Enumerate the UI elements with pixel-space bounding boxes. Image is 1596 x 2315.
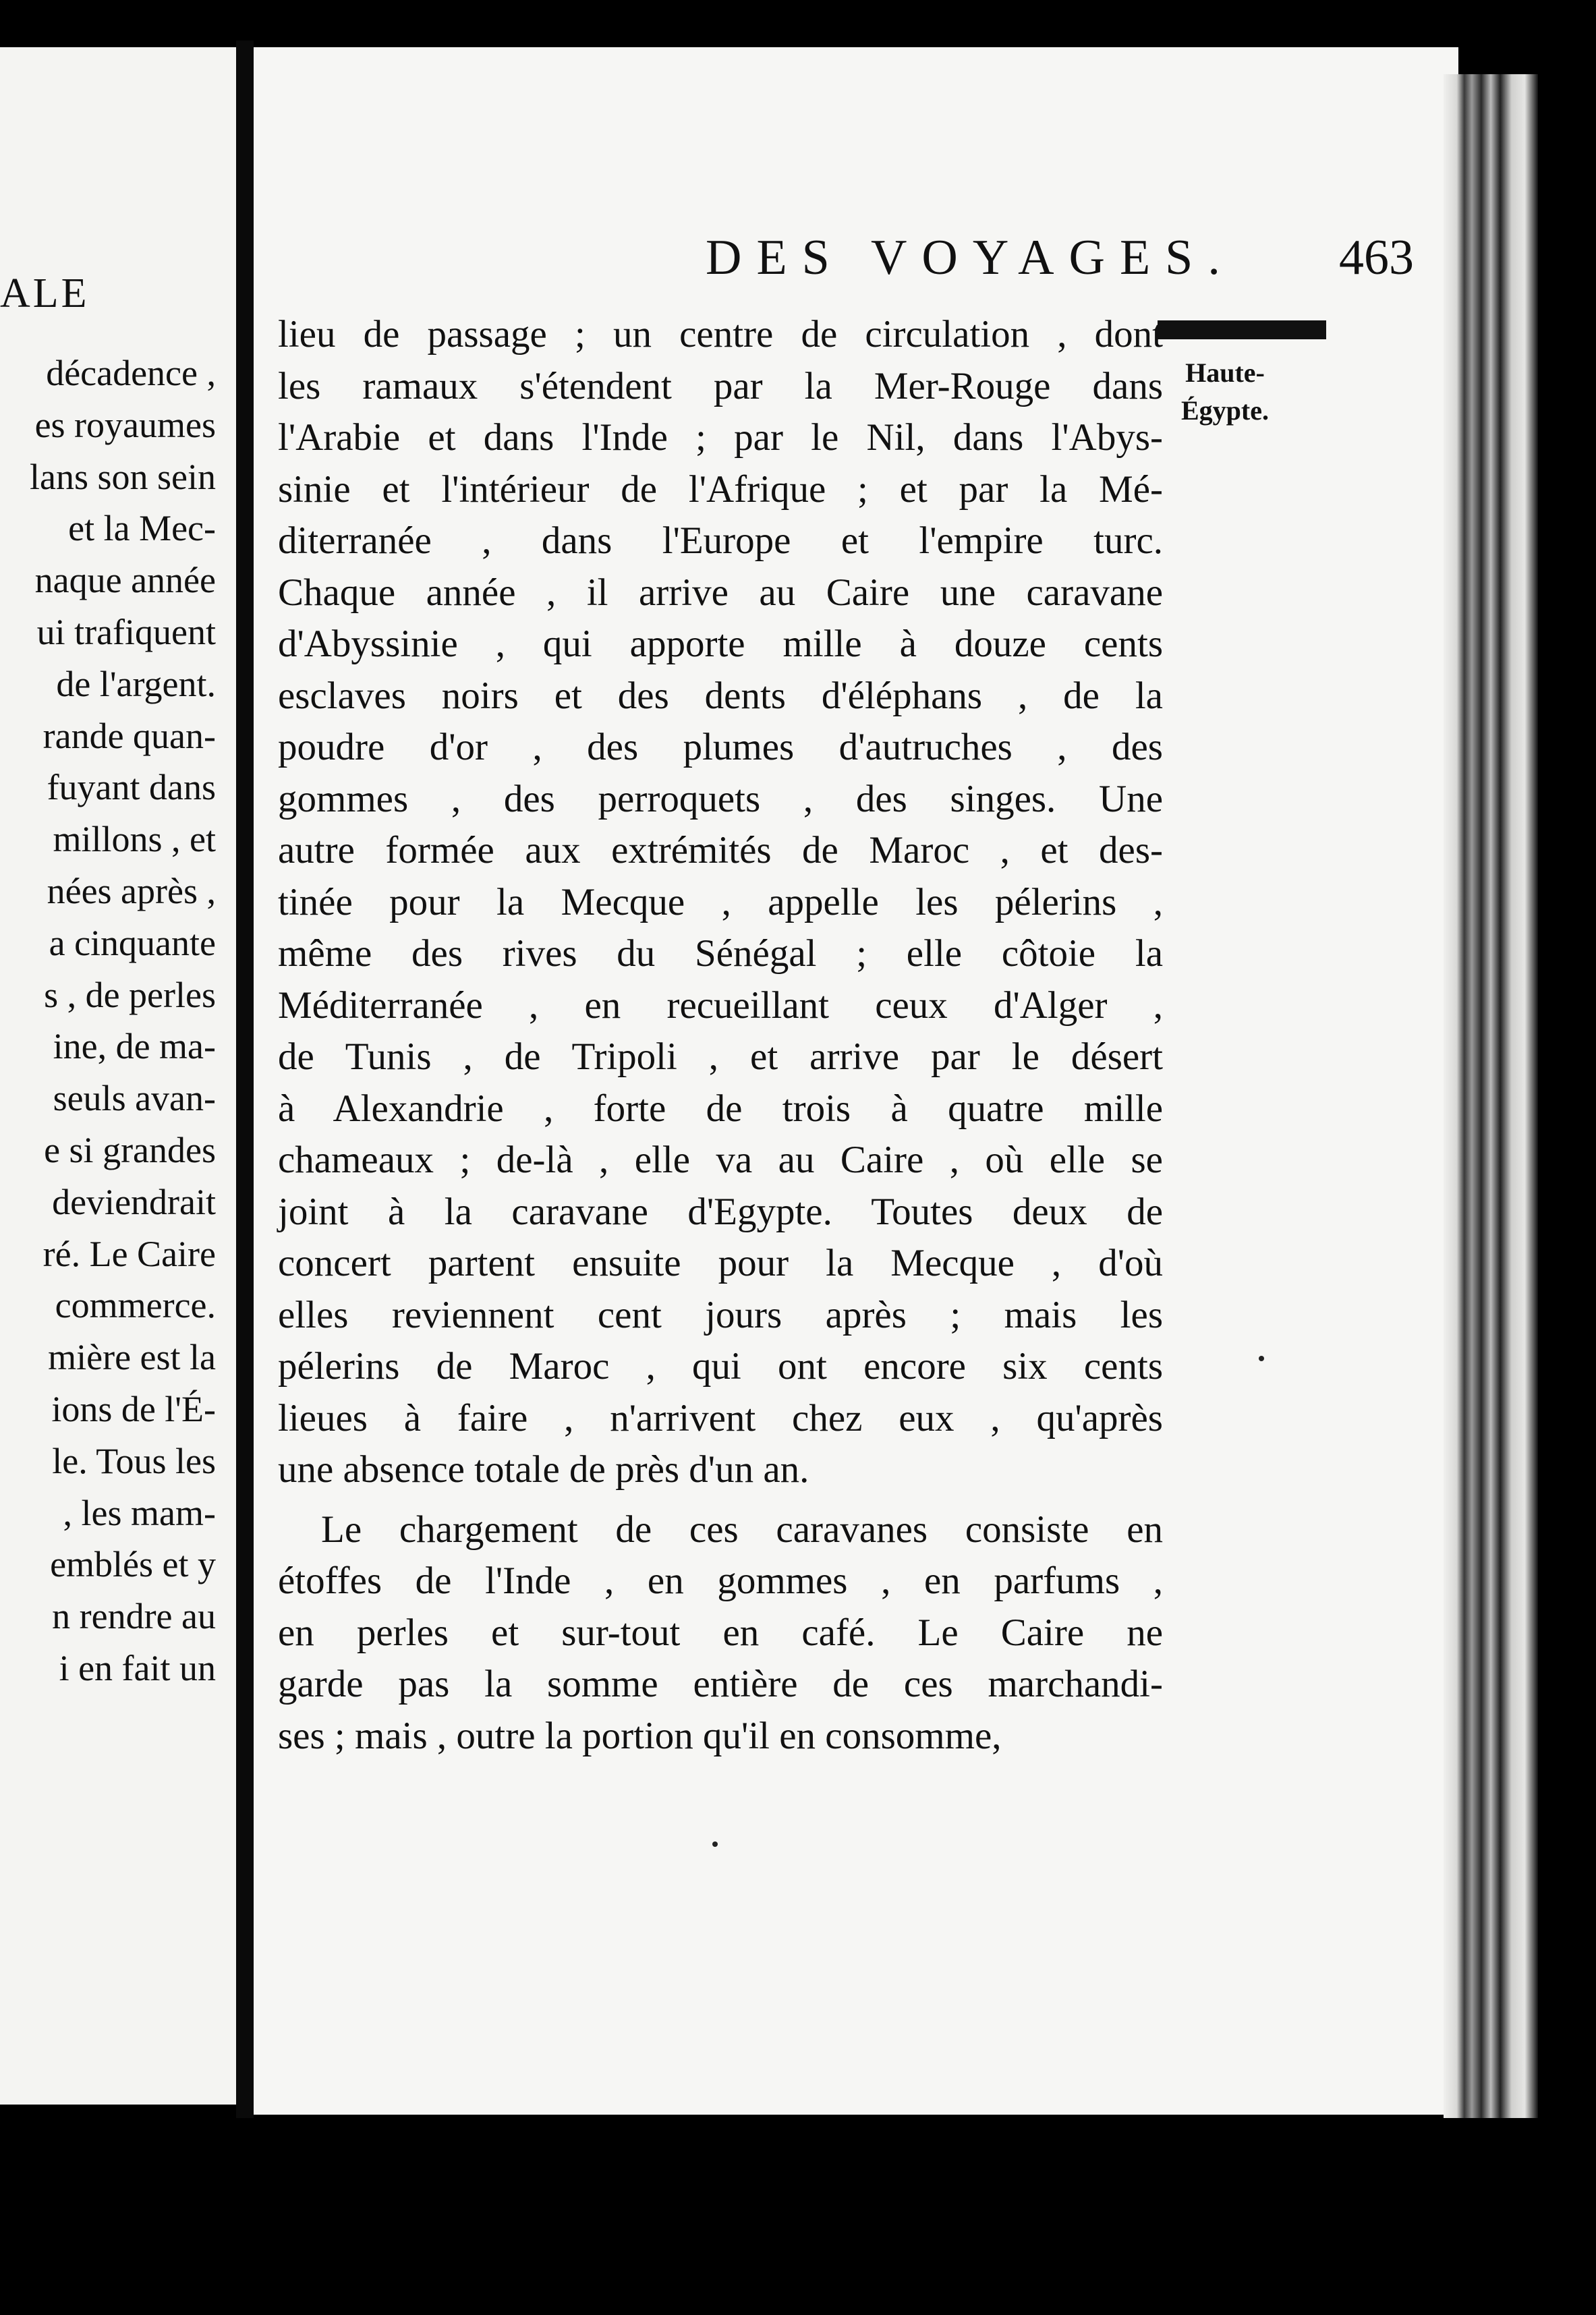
previous-page-line: et la Mec- xyxy=(68,508,216,549)
previous-page-line: commerce. xyxy=(55,1285,216,1326)
previous-page-line: , les mam- xyxy=(63,1492,216,1533)
text-line: esclaves noirs et des dents d'éléphans , de la xyxy=(278,674,1163,717)
text-line: ses ; mais , outre la portion qu'il en consomme, xyxy=(278,1714,1002,1757)
text-line: concert partent ensuite pour la Mecque , d'où xyxy=(278,1242,1163,1284)
previous-page-line: ions de l'É- xyxy=(51,1388,216,1429)
paragraph xyxy=(278,309,1163,1496)
text-line: chameaux ; de-là , elle va au Caire , où elle se xyxy=(278,1139,1163,1181)
previous-page-line: seuls avan- xyxy=(53,1078,216,1119)
previous-page-line: lans son sein xyxy=(30,456,216,497)
previous-page-line: ui trafiquent xyxy=(36,611,216,652)
page-fore-edge xyxy=(1444,74,1538,2118)
ink-speck xyxy=(1259,1356,1264,1361)
margin-rule xyxy=(1158,320,1326,339)
text-line: lieues à faire , n'arrivent chez eux , qu'après xyxy=(278,1396,1163,1439)
previous-page-line: rande quan- xyxy=(42,715,216,756)
previous-page-line: a cinquante xyxy=(49,922,216,963)
previous-page-line: e si grandes xyxy=(44,1129,216,1170)
running-head xyxy=(456,229,1414,290)
text-line: Le chargement de ces caravanes consiste en xyxy=(321,1508,1163,1551)
text-line: de Tunis , de Tripoli , et arrive par le désert xyxy=(278,1035,1163,1078)
text-line: d'Abyssinie , qui apporte mille à douze cents xyxy=(278,623,1163,665)
text-line: garde pas la somme entière de ces marchandi- xyxy=(278,1663,1163,1705)
previous-page-line: naque année xyxy=(34,560,216,601)
body-text xyxy=(278,309,1163,1762)
previous-page-line: fuyant dans xyxy=(47,767,216,808)
previous-page-line: décadence , xyxy=(46,353,216,393)
text-line: Chaque année , il arrive au Caire une caravane xyxy=(278,571,1163,614)
text-line: en perles et sur-tout en café. Le Caire ne xyxy=(278,1611,1163,1654)
margin-note-line: Égypte. xyxy=(1181,395,1269,426)
text-line: autre formée aux extrémités de Maroc , et des- xyxy=(278,829,1163,871)
previous-page-running-title: ALE xyxy=(0,270,90,316)
page-number: 463 xyxy=(1339,230,1414,285)
text-line: gommes , des perroquets , des singes. Une xyxy=(278,777,1163,820)
previous-page-line: ine, de ma- xyxy=(53,1026,216,1067)
text-line: à Alexandrie , forte de trois à quatre mille xyxy=(278,1087,1163,1130)
text-line: une absence totale de près d'un an. xyxy=(278,1448,809,1491)
previous-page-line: emblés et y xyxy=(50,1544,216,1585)
previous-page-line: nées après , xyxy=(47,870,216,911)
book-page xyxy=(254,47,1458,2115)
previous-page-line: ré. Le Caire xyxy=(42,1233,216,1274)
book-gutter xyxy=(236,40,254,2118)
previous-page-line: i en fait un xyxy=(59,1647,216,1688)
paragraph xyxy=(278,1504,1163,1763)
previous-page-fragment xyxy=(0,47,236,2105)
text-line: pélerins de Maroc , qui ont encore six cents xyxy=(278,1345,1163,1388)
previous-page-line: s , de perles xyxy=(44,974,216,1015)
previous-page-line: le. Tous les xyxy=(52,1440,216,1481)
text-line: poudre d'or , des plumes d'autruches , des xyxy=(278,726,1163,768)
previous-page-line: deviendrait xyxy=(52,1181,216,1222)
ink-speck xyxy=(712,1841,718,1847)
previous-page-line: de l'argent. xyxy=(56,663,216,704)
running-title: DES VOYAGES. xyxy=(706,230,1235,285)
margin-note-line: Haute- xyxy=(1185,358,1265,388)
text-line: elles reviennent cent jours après ; mais les xyxy=(278,1293,1163,1336)
text-line: tinée pour la Mecque , appelle les pélerins , xyxy=(278,880,1163,923)
margin-note xyxy=(1181,354,1269,430)
previous-page-line: n rendre au xyxy=(52,1596,216,1637)
previous-page-line: mière est la xyxy=(48,1337,216,1378)
text-line: même des rives du Sénégal ; elle côtoie la xyxy=(278,932,1163,975)
previous-page-line: millons , et xyxy=(53,819,216,860)
text-line: diterranée , dans l'Europe et l'empire turc. xyxy=(278,519,1163,562)
text-line: étoffes de l'Inde , en gommes , en parfums , xyxy=(278,1560,1163,1602)
text-line: joint à la caravane d'Egypte. Toutes deux de xyxy=(278,1190,1163,1233)
text-line: lieu de passage ; un centre de circulation , dont xyxy=(278,313,1163,355)
previous-page-line: es royaumes xyxy=(34,404,216,445)
text-line: sinie et l'intérieur de l'Afrique ; et par la Mé- xyxy=(278,467,1163,511)
previous-page-text xyxy=(0,347,216,1694)
text-line: les ramaux s'étendent par la Mer-Rouge dans xyxy=(278,364,1163,407)
text-line: Méditerranée , en recueillant ceux d'Alger , xyxy=(278,983,1163,1027)
text-line: l'Arabie et dans l'Inde ; par le Nil, dans l'Abys- xyxy=(278,416,1163,459)
